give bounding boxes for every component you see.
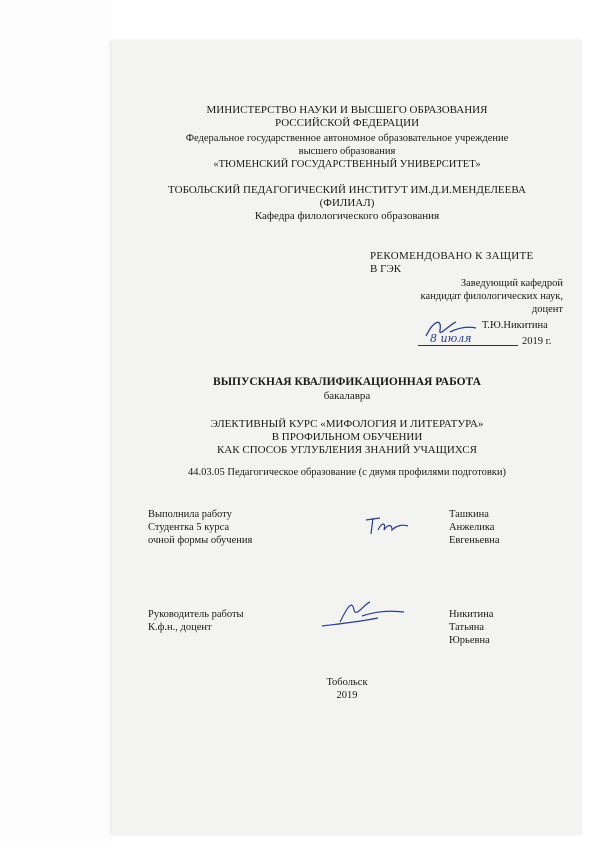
footer-year: 2019 bbox=[336, 690, 358, 701]
header-block bbox=[112, 104, 582, 130]
head-degree-1: кандидат филологических наук, bbox=[420, 291, 563, 302]
author-patronymic: Евгеньевна bbox=[449, 535, 500, 546]
supervisor-name-block bbox=[449, 608, 569, 647]
institution-line-1: Федеральное государственное автономное образовательное учреждение bbox=[185, 133, 509, 144]
author-name-block bbox=[449, 508, 569, 547]
recommended-line-2: В ГЭК bbox=[370, 263, 402, 275]
head-name: Т.Ю.Никитина bbox=[482, 320, 548, 331]
university-name: «ТЮМЕНСКИЙ ГОСУДАРСТВЕННЫЙ УНИВЕРСИТЕТ» bbox=[213, 159, 481, 170]
footer-block bbox=[112, 676, 582, 702]
topic-block bbox=[112, 418, 582, 457]
department-name: Кафедра филологического образования bbox=[254, 210, 440, 222]
footer-city: Тобольск bbox=[326, 677, 368, 688]
author-label-2: Студентка 5 курса bbox=[148, 522, 230, 533]
degree: бакалавра bbox=[323, 390, 371, 402]
institute-line-2: (ФИЛИАЛ) bbox=[319, 197, 375, 209]
institution-block bbox=[112, 132, 582, 171]
author-name: Анжелика bbox=[449, 522, 495, 533]
supervisor-label-1: Руководитель работы bbox=[148, 609, 244, 620]
supervisor-label-2: К.ф.н., доцент bbox=[148, 622, 212, 633]
supervisor-patronymic: Юрьевна bbox=[449, 635, 490, 646]
author-signature bbox=[362, 512, 412, 540]
ministry-line-2: РОССИЙСКОЙ ФЕДЕРАЦИИ bbox=[274, 117, 420, 129]
date-handwritten: 8 июля bbox=[430, 332, 472, 345]
author-labels bbox=[148, 508, 348, 547]
recommended-line-1: РЕКОМЕНДОВАНО К ЗАЩИТЕ bbox=[370, 250, 534, 262]
supervisor-surname: Никитина bbox=[449, 609, 494, 620]
author-surname: Ташкина bbox=[449, 509, 489, 520]
head-title: Заведующий кафедрой bbox=[460, 278, 563, 289]
head-degree-2: доцент bbox=[531, 304, 563, 315]
author-label-1: Выполнила работу bbox=[148, 509, 232, 520]
head-of-department-block bbox=[350, 277, 563, 316]
institution-line-2: высшего образования bbox=[298, 146, 396, 157]
supervisor-name: Татьяна bbox=[449, 622, 485, 633]
institute-block bbox=[112, 184, 582, 223]
work-type: ВЫПУСКНАЯ КВАЛИФИКАЦИОННАЯ РАБОТА bbox=[213, 376, 481, 388]
date-year: 2019 г. bbox=[522, 336, 552, 347]
date-underline bbox=[418, 345, 518, 346]
topic-line-1: ЭЛЕКТИВНЫЙ КУРС «МИФОЛОГИЯ И ЛИТЕРАТУРА» bbox=[210, 418, 484, 430]
author-label-3: очной формы обучения bbox=[148, 535, 253, 546]
topic-line-3: КАК СПОСОБ УГЛУБЛЕНИЯ ЗНАНИЙ УЧАЩИХСЯ bbox=[217, 444, 477, 456]
supervisor-signature bbox=[318, 596, 408, 632]
ministry-line-1: МИНИСТЕРСТВО НАУКИ И ВЫСШЕГО ОБРАЗОВАНИЯ bbox=[206, 104, 488, 116]
specialty: 44.03.05 Педагогическое образование (с двумя профилями подготовки) bbox=[187, 467, 506, 478]
scan-left-margin bbox=[0, 0, 112, 841]
approval-block bbox=[370, 250, 560, 276]
institute-line-1: ТОБОЛЬСКИЙ ПЕДАГОГИЧЕСКИЙ ИНСТИТУТ ИМ.Д.И.МЕНДЕЛЕЕВА bbox=[168, 184, 526, 196]
topic-line-2: В ПРОФИЛЬНОМ ОБУЧЕНИИ bbox=[271, 431, 423, 443]
